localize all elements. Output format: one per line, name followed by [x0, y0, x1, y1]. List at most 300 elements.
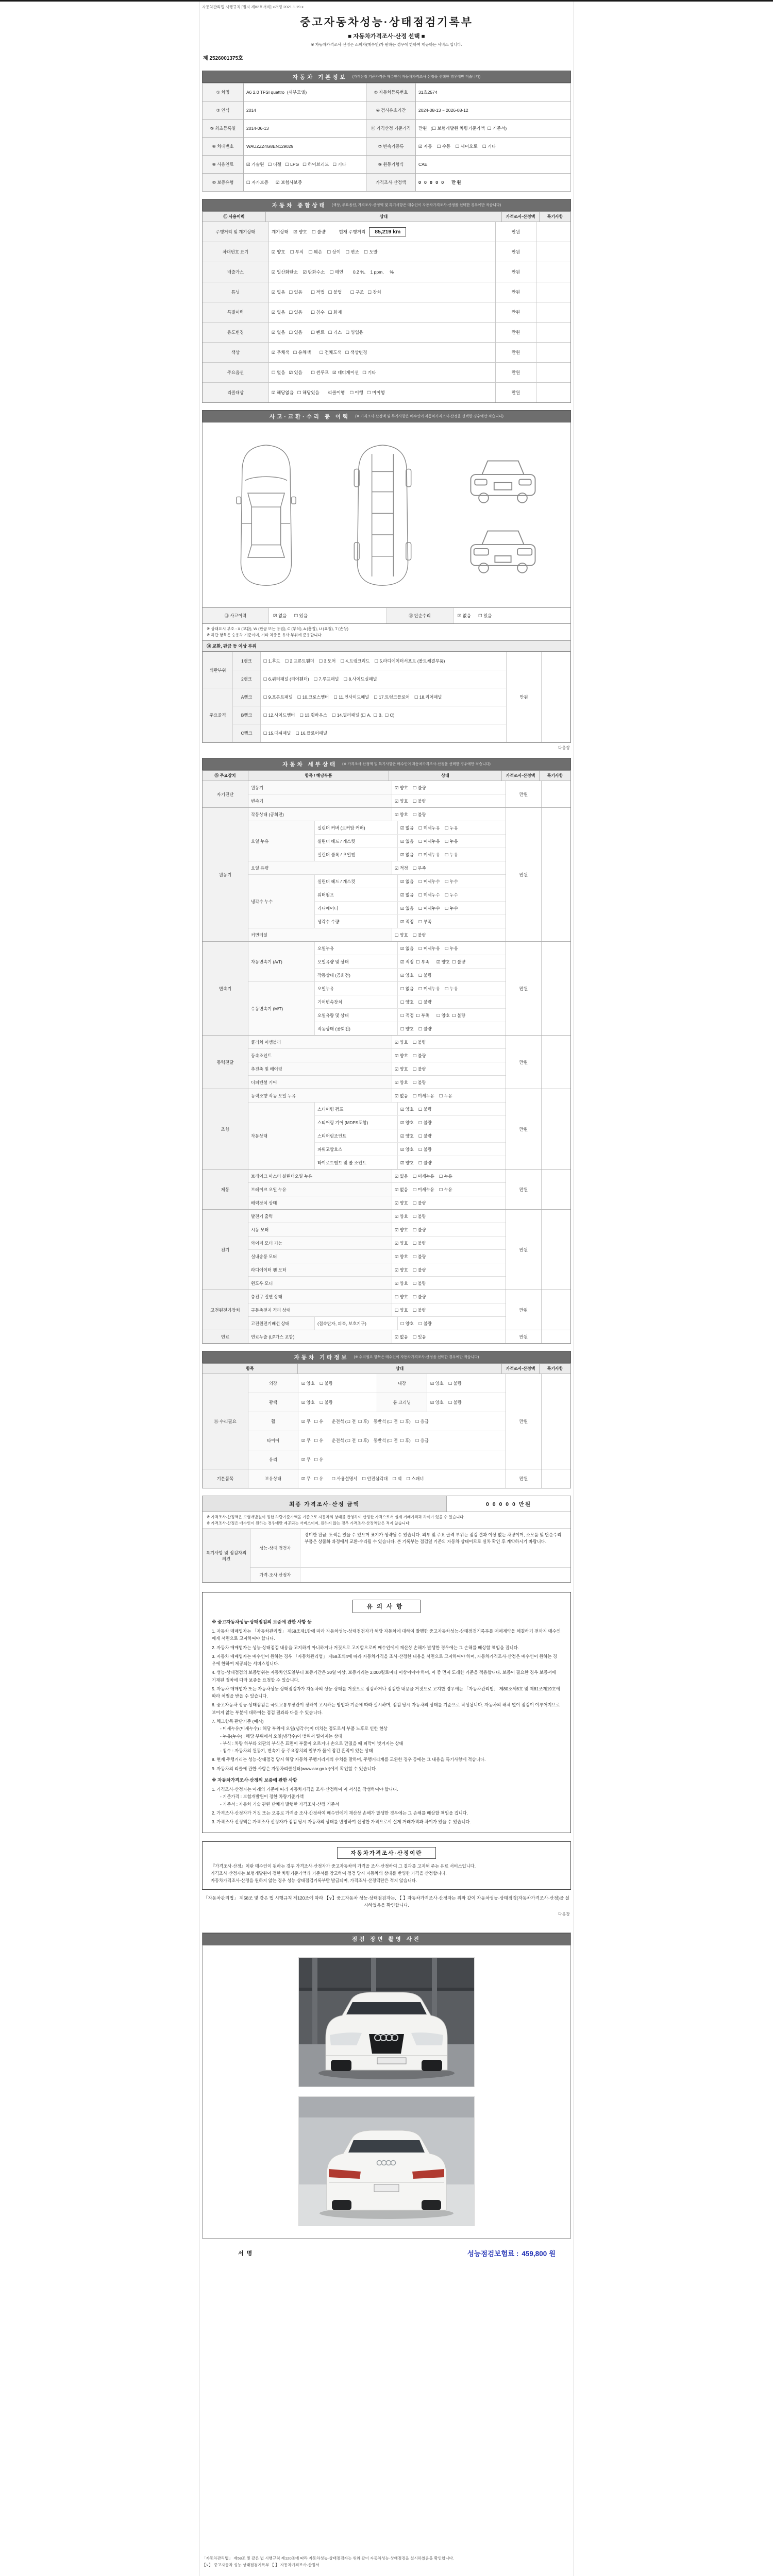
comprehensive-item-status: ☑ 없음 ☐ 있음 ☐ 침수 ☐ 화재 [269, 302, 496, 322]
device-name: 동력전달 [203, 1036, 248, 1089]
item-label: 등속조인트 [248, 1049, 392, 1062]
detail-table [202, 770, 571, 1344]
notice-line: 9. 자동차의 리콜에 관한 사항은 자동차리콜센터(www.car.go.kr)에서 확인할 수 있습니다. [212, 1766, 377, 1771]
note-cell [541, 1330, 570, 1343]
basic-trans_label: ⑦ 변속기종류 [366, 138, 416, 156]
opinion-row-appraiser [250, 1568, 570, 1582]
diagram-car-rear-view [464, 522, 542, 579]
section-comprehensive-title: 자동차 종합상태 [272, 202, 327, 209]
basic-trans: ☑ 자동 ☐ 수동 ☐ 세미오토 ☐ 기타 [416, 138, 571, 156]
item-sub-label: (접속단자, 피복, 보호기구) [315, 1317, 398, 1330]
comprehensive-rows [203, 222, 570, 402]
item-status: ☑ 양호 ☐ 불량 [395, 1213, 426, 1219]
item-sub-label: 스티어링조인트 [315, 1129, 398, 1142]
notice-line: ※ 중고자동차성능·상태점검의 보증에 관한 사항 등 [212, 1619, 312, 1624]
footer-line2: 【∨】 중고자동차 성능·상태점검기록부 【 】 자동차가격조사·산정서 [202, 2563, 320, 2568]
price-info-line: 가격조사·산정자는 보험개발원이 정한 차량기준가액과 기준서를 참고하여 점검 당시 자동차의 상태를 반영한 가격을 산정합니다. [211, 1871, 447, 1876]
section-detail-title: 자동차 세부상태 [282, 761, 338, 768]
section-basic-header [202, 71, 571, 83]
item-label: 커먼레일 [248, 928, 392, 941]
simple-repair-label: ⑬ 단순수리 [387, 608, 453, 623]
basic-base_price: 만원 (☐ 보험개발원 차량기준가액 ☐ 기준서) [416, 120, 571, 138]
accident-ranks-3-rank: B랭크 [233, 706, 261, 724]
odometer-label: 현재 주행거리 [339, 229, 366, 234]
etc-item-status: ☑ 무 ☐ 유 ☐ 사용설명서 ☐ 안전삼각대 ☐ 잭 ☐ 스패너 [301, 1476, 424, 1481]
notice-line: - 누유(누수) : 해당 부위에서 오일(냉각수)이 맺혀서 떨어지는 상태 [220, 1733, 343, 1739]
detail-group [203, 1290, 570, 1330]
etc-group-name: 기본품목 [203, 1469, 248, 1488]
item-status: ☑ 적정 ☐ 부족 [400, 919, 432, 924]
price-cell: 만원 [506, 1210, 541, 1290]
price-cell: 만원 [506, 1089, 541, 1169]
device-name: 변속기 [203, 942, 248, 1035]
page-top-rule [0, 0, 773, 2]
detail-group [203, 1089, 570, 1170]
accident-ranks-4-rank: C랭크 [233, 724, 261, 742]
item-sub-label: 스티어링 기어 (MDPS포함) [315, 1116, 398, 1129]
inspector-opinion-table [202, 1529, 571, 1583]
etc-col_status: 상태 [298, 1364, 502, 1374]
item-sub-label: 스티어링 펌프 [315, 1103, 398, 1115]
opinion-inspector-label: 성능·상태 점검자 [250, 1529, 300, 1567]
price-cell: 만원 [496, 222, 536, 242]
accident-history-value: ☑ 없음 ☐ 있음 [269, 608, 387, 623]
note-cell [541, 942, 570, 1035]
detail-col_price: 가격조사·산정액 [502, 771, 540, 781]
basic-first_reg_label: ⑤ 최초등록일 [203, 120, 244, 138]
item-status: ☑ 양호 ☐ 불량 [400, 1106, 432, 1112]
accident-ranks-2-rank: A랭크 [233, 688, 261, 706]
detail-group [203, 808, 570, 942]
basic-calc_price: 0 0 0 0 0 만원 [416, 174, 571, 192]
item-label: 발전기 출력 [248, 1210, 392, 1223]
item-label: 고전원전기배선 상태 [248, 1317, 315, 1330]
diagram-elevation-column [464, 452, 542, 579]
item-label: 브레이크 마스터 실린더오일 누유 [248, 1170, 392, 1182]
item-status: ☐ 양호 ☐ 불량 [395, 1294, 426, 1299]
note-cell [536, 262, 570, 282]
section-accident [202, 410, 571, 743]
device-name: 전기 [203, 1210, 248, 1290]
item-status: ☑ 양호 ☐ 불량 [395, 1267, 426, 1273]
accident-history-label: ⑫ 사고이력 [203, 608, 269, 623]
item-sub-label: 오일누유 [315, 982, 398, 995]
notice-line: 2. 가격조사·산정자가 거짓 또는 오류로 가격을 조사·산정하여 매수인에게 재산상 손해가 발생한 경우에는 그 손해를 배상할 책임을 집니다. [212, 1810, 468, 1816]
item-status: ☑ 양호 ☐ 불량 [395, 1079, 426, 1085]
photo-area [203, 1945, 570, 2238]
comprehensive-item-status: ☑ 양호 ☐ 부식 ☐ 훼손 ☐ 상이 ☐ 변조 ☐ 도말 [269, 242, 496, 262]
item-status: ☑ 양호 ☐ 불량 [395, 811, 426, 817]
price-cell: 만원 [506, 781, 541, 807]
basic-warranty: ☐ 자가보증 ☑ 보험사보증 [244, 174, 366, 192]
note-cell [541, 1036, 570, 1089]
item-sub-label: 실린더 블록 / 오일팬 [315, 848, 398, 861]
basic-base_price_label: ⑪ 가격산정 기준가격 [366, 120, 416, 138]
accident-outer_label: 외판부위 [203, 652, 233, 688]
notice-line: 5. 자동차 매매업자 또는 자동차성능·상태점검자가 자동차의 성능·상태를 거짓으로 점검하거나 점검한 내용을 거짓으로 고지한 경우에는 「자동차관리법」 제80조제6호 및 제81조제19호에 따라 처벌을 받을 수 있습니다. [212, 1686, 560, 1699]
item-sub-label: 작동상태 (공회전) [315, 969, 398, 981]
item-sub-label: 기어변속장치 [315, 995, 398, 1008]
price-cell: 만원 [506, 808, 541, 941]
item-status: ☑ 양호 ☐ 불량 [395, 1253, 426, 1259]
confirmation-statement: 「자동차관리법」 제58조 및 같은 법 시행규칙 제120조에 따라 【∨】중고자동차 성능·상태점검자는, 【 】자동차가격조사·산정자는 위와 같이 자동차성능·상태점검(자동차가격조사·산정)을 실시하였음을 확인합니다. [204, 1895, 569, 1908]
item-status: ☐ 양호 ☐ 불량 [400, 1320, 432, 1326]
comprehensive-item-label: 용도변경 [203, 323, 269, 342]
footer-line1: 「자동차관리법」 제58조 및 같은 법 시행규칙 제120조에 따라 자동차성능·상태점검자는 위와 같이 자동차성능·상태점검을 실시하였음을 확인합니다. [202, 2556, 455, 2561]
detail-group [203, 781, 570, 808]
accident-frame_label: 주요골격 [203, 688, 233, 742]
section-basic-note: (가격산정 기준가격은 매수인이 자동차가격조사·산정을 선택한 경우에만 적습니다) [352, 75, 481, 79]
diagram-car-front-view [464, 452, 542, 509]
odometer-value: 85,219 km [369, 227, 406, 236]
price-info-line: 『가격조사·산정』이란 매수인이 원하는 경우 가격조사·산정자가 중고자동차의 가격을 조사·산정하여 그 결과를 고지해 주는 유료 서비스입니다. [211, 1863, 476, 1869]
item-status: ☑ 양호 ☐ 불량 [400, 1133, 432, 1139]
photo-front-image [299, 1958, 474, 2087]
note-cell [536, 343, 570, 362]
premium-label: 성능점검보험료 : [467, 2249, 519, 2258]
section-etc-title: 자동차 기타정보 [294, 1354, 349, 1361]
notice-line: 3. 가격조사·산정액은 가격조사·산정자가 점검 당시 자동차의 상태를 반영하여 산정한 가격으로서 실제 거래가격과 차이가 있을 수 있습니다. [212, 1819, 471, 1825]
etc-header-row [203, 1364, 570, 1374]
comprehensive-item-status: ☑ 일산화탄소 ☑ 탄화수소 ☐ 매연 0.2 %, 1 ppm, % [269, 262, 496, 282]
note-cell [541, 781, 570, 807]
item-status: ☐ 양호 ☐ 불량 [400, 1026, 432, 1031]
accident-price_unit: 만원 [507, 652, 542, 742]
item-sub-label: 라디에이터 [315, 902, 398, 914]
opinion-appraiser-label: 가격·조사 산정자 [250, 1568, 300, 1582]
item-label: 수동변속기 (M/T) [248, 982, 315, 1035]
accident-ranks-2-items: ☐ 9.프론트패널 ☐ 10.크로스멤버 ☐ 11.인사이드패널 ☐ 17.트렁크플로어 ☐ 18.리어패널 [261, 688, 507, 706]
accident-history-row [202, 608, 571, 624]
photo-rear-image [299, 2097, 474, 2226]
comprehensive-item-label: 리콜대상 [203, 383, 269, 402]
section-comprehensive [202, 199, 571, 403]
item-label: 원동기 [248, 781, 392, 794]
device-name: 제동 [203, 1170, 248, 1209]
price-cell: 만원 [506, 1469, 541, 1488]
comprehensive-item-label: 튜닝 [203, 282, 269, 302]
section-detail-note: (※ 가격조사·산정액 및 특기사항은 매수인이 자동차가격조사·산정을 선택한 경우에만 적습니다) [342, 762, 491, 766]
price-cell: 만원 [506, 1290, 541, 1330]
price-cell: 만원 [506, 1170, 541, 1209]
note-cell [536, 323, 570, 342]
item-status: ☑ 없음 ☐ 미세누수 ☐ 누수 [400, 905, 458, 911]
comprehensive-item-status: ☐ 없음 ☑ 있음 ☐ 썬루프 ☑ 네비게이션 ☐ 기타 [269, 363, 496, 382]
notice-line: 7. 체크항목 판단기준 (예시) [212, 1719, 264, 1724]
inspection-photo-rear [299, 2097, 474, 2226]
item-label: 디퍼렌셜 기어 [248, 1076, 392, 1089]
comprehensive-col_status: 상태 [266, 212, 502, 222]
final-price-label: 최종 가격조사·산정 금액 [289, 1501, 360, 1507]
item-label: 자동변속기 (A/T) [248, 942, 315, 981]
item-status: ☑ 양호 ☐ 불량 [395, 798, 426, 804]
etc-col_price: 가격조사·산정액 [502, 1364, 540, 1374]
comprehensive-item-label: 특별이력 [203, 302, 269, 322]
item-label: 윈도우 모터 [248, 1277, 392, 1290]
comprehensive-col_note: 특기사항 [547, 214, 563, 219]
notice-title: 유의사항 [352, 1600, 421, 1613]
damage-code-legend [202, 624, 571, 641]
price-appraisal-info-title: 자동차가격조사·산정이란 [337, 1847, 436, 1859]
item-status: ☑ 없음 ☐ 미세누유 ☐ 누유 [400, 825, 458, 831]
etc-item-label: 보유상태 [248, 1469, 298, 1488]
basic-engine: CAE [416, 156, 571, 174]
etc-col_note: 특기사항 [547, 1366, 563, 1371]
notice-line: 3. 자동차 매매업자는 매수인이 원하는 경우 「자동차관리법」 제58조의4에 따라 자동차가격을 조사·산정한 내용을 서면으로 고지하여야 하며, 자동차가격조사·산정은 매수인이 원하는 경우에 한하여 제공되는 서비스입니다. [212, 1653, 557, 1667]
etc-item-status: ☑ 양호 ☐ 불량 [298, 1374, 377, 1393]
signature-label: 서명 [238, 2250, 256, 2257]
item-label: 작동상태 [248, 1103, 315, 1169]
item-status: ☐ 양호 ☐ 불량 [395, 1307, 426, 1313]
damaged-parts-note-cell [542, 652, 570, 742]
etc-item-label: 내장 [377, 1374, 427, 1393]
section-comprehensive-note: (색상, 주요옵션, 가격조사·산정액 및 특기사항은 매수인이 자동차가격조사·산정을 선택한 경우에만 적습니다) [331, 204, 501, 207]
detail-header-row [203, 771, 570, 781]
notice-line: 6. 중고자동차 성능·상태점검은 국토교통부장관이 정하여 고시하는 방법과 기준에 따라 실시하며, 점검 당시 자동차의 상태를 기준으로 작성됩니다. 자동차의 해체 없이 점검이 이루어지므로 보이지 않는 부분에 대하여는 점검 결과와 다를 수 있습니다. [212, 1702, 560, 1715]
item-status: ☑ 없음 ☐ 미세누유 ☐ 누유 [395, 1093, 452, 1098]
etc-item-label: 타이어 [248, 1431, 298, 1450]
etc-item-label: 유리 [248, 1450, 298, 1469]
item-sub-label: 실린더 헤드 / 개스킷 [315, 835, 398, 848]
diagram-car-underbody-view [348, 443, 417, 588]
etc-col_item: 항목 [203, 1364, 298, 1374]
section-basic-title: 자동차 기본정보 [292, 74, 347, 80]
section-etc-header [202, 1351, 571, 1363]
note-cell [541, 1210, 570, 1290]
detail-group [203, 1210, 570, 1290]
notice-line: - 기준서 : 자동차 기술 관련 단체가 발행한 가격조사·산정 기준서 [220, 1801, 340, 1807]
section-photos [202, 1933, 571, 2239]
note-cell [541, 1089, 570, 1169]
comprehensive-row [203, 363, 570, 383]
item-sub-label: 타이로드엔드 및 볼 조인트 [315, 1156, 398, 1169]
etc-groups [203, 1374, 570, 1488]
item-label: 라디에이터 팬 모터 [248, 1263, 392, 1276]
item-status: ☑ 양호 ☐ 불량 [400, 1146, 432, 1152]
item-label: 냉각수 누수 [248, 875, 315, 928]
basic-calc_price_label: 가격조사·산정액 [366, 174, 416, 192]
comprehensive-row [203, 262, 570, 282]
comprehensive-item-label: 색상 [203, 343, 269, 362]
note-cell [536, 242, 570, 262]
price-cell: 만원 [496, 383, 536, 402]
accident-ranks-3-items: ☐ 12.사이드멤버 ☐ 13.휠하우스 ☐ 14.필러패널 (☐ A, ☐ B, ☐ C) [261, 706, 507, 724]
section-detail-header [202, 758, 571, 770]
basic-car_name_label: ① 차명 [203, 83, 244, 101]
comprehensive-row [203, 242, 570, 262]
comprehensive-header-row [203, 212, 570, 222]
price-cell: 만원 [506, 942, 541, 1035]
item-label: 동력조향 작동 오일 누유 [248, 1089, 392, 1102]
detail-group [203, 1036, 570, 1089]
item-status: ☑ 양호 ☐ 불량 [395, 1066, 426, 1072]
basic-inspection: 2024-08-13 ~ 2026-08-12 [416, 101, 571, 120]
premium-value: 459,800 원 [522, 2249, 556, 2258]
etc-item-status: ☑ 무 ☐ 유 운전석 (☐ 전 ☐ 후) 동반석 (☐ 전 ☐ 후) ☐ 응급 [301, 1438, 429, 1443]
price-info-line: 자동차가격조사·산정을 원하지 않는 경우 성능·상태점검기록부만 발급되며, 가격조사·산정액란은 적지 않습니다. [211, 1877, 417, 1883]
etc-item-status: ☑ 양호 ☐ 불량 [430, 1381, 462, 1386]
notice-line: - 기준가격 : 보험개발원이 정한 차량기준가액 [220, 1794, 304, 1800]
basic-year_label: ③ 연식 [203, 101, 244, 120]
item-status: ☑ 없음 ☐ 미세누유 ☐ 누유 [400, 945, 458, 951]
price-cell: 만원 [496, 262, 536, 282]
item-label: 클러치 어셈블리 [248, 1036, 392, 1048]
item-sub-label: 실린더 헤드 / 개스킷 [315, 875, 398, 888]
comprehensive-item-status: ☑ 해당없음 ☐ 해당있음 리콜이행 ☐ 이행 ☐ 미이행 [269, 383, 496, 402]
detail-col_item: 항목 / 해당부품 [248, 771, 389, 781]
opinion-row-label: 특기사항 및 점검자의 의견 [203, 1529, 250, 1582]
item-status: ☑ 양호 ☐ 불량 [400, 972, 432, 978]
price-appraisal-info-lines [211, 1863, 562, 1884]
item-sub-label: 오일유량 및 상태 [315, 1009, 398, 1022]
comprehensive-item-status: ☑ 없음 ☐ 있음 ☐ 렌트 ☐ 리스 ☐ 영업용 [269, 323, 496, 342]
item-status: ☑ 적정 ☐ 부족 ☑ 양호 ☐ 불량 [400, 959, 466, 964]
damaged-parts-label: ⑭ 교환, 판금 등 이상 부위 [202, 641, 571, 652]
item-label: 오일 누유 [248, 821, 315, 861]
accident-ranks-0-rank: 1랭크 [233, 652, 261, 670]
note-cell [541, 1290, 570, 1330]
item-sub-label: 냉각수 수량 [315, 915, 398, 928]
car-damage-diagrams [202, 422, 571, 608]
comprehensive-item-label: 주요옵션 [203, 363, 269, 382]
item-status: ☑ 양호 ☐ 불량 [395, 1227, 426, 1232]
section-comprehensive-header [202, 199, 571, 211]
notice-section [202, 1592, 571, 1833]
detail-group [203, 1330, 570, 1343]
signature-row [202, 2248, 571, 2258]
price-cell: 만원 [496, 282, 536, 302]
basic-first_reg: 2014-06-13 [244, 120, 366, 138]
form-reference-note: 자동차관리법 시행규칙 [별지 제82호서식] <개정 2021.1.19.> [202, 5, 304, 9]
price-cell: 만원 [496, 323, 536, 342]
etc-item-status: ☑ 양호 ☐ 불량 [430, 1400, 462, 1405]
comprehensive-item-label: 배출가스 [203, 262, 269, 282]
basic-reg_no: 31흐2574 [416, 83, 571, 101]
price-cell: 만원 [506, 1330, 541, 1343]
basic-warranty_label: ⑩ 보증유형 [203, 174, 244, 192]
page-title: 중고자동차성능·상태점검기록부 [300, 16, 473, 28]
comprehensive-row [203, 302, 570, 323]
section-accident-header [202, 410, 571, 422]
comprehensive-row [203, 343, 570, 363]
device-name: 고전원전기장치 [203, 1290, 248, 1330]
inspection-photo-front [299, 1958, 474, 2087]
damage-code-legend-line2: ※ 하단 항목은 승용차 기준이며, 기타 차종은 유사 부위에 준용합니다. [207, 633, 323, 637]
section-etc-note: (※ 수리필요 항목은 매수인이 자동차가격조사·산정을 선택한 경우에만 적습니다) [354, 1355, 479, 1359]
notice-lines [212, 1618, 561, 1825]
detail-groups [203, 781, 570, 1343]
item-label: 작동상태 (공회전) [248, 808, 392, 821]
item-status: ☑ 양호 ☐ 불량 [395, 1200, 426, 1206]
note-cell [536, 383, 570, 402]
page-subtitle: ■ 자동차가격조사·산정 선택 ■ [348, 33, 425, 40]
damaged-parts-table [203, 652, 570, 742]
section-detail [202, 758, 571, 1344]
item-status: ☑ 없음 ☐ 미세누유 ☐ 누유 [395, 1187, 452, 1192]
final-note: ※ 가격조사·산정액은 보험개발원이 정한 차량기준가액을 기준으로 자동차의 상태를 반영하여 산정한 가격으로서 실제 거래가격과 차이가 있을 수 있습니다. [207, 1515, 465, 1519]
price-cell: 만원 [506, 1036, 541, 1089]
bottom-spacer [202, 2258, 571, 2555]
item-status: ☑ 없음 ☐ 미세누유 ☐ 누유 [400, 852, 458, 857]
note-cell [541, 1469, 570, 1488]
damage-code-legend-line1: ※ 상태표시 부호 : X (교환), W (판금 또는 용접), C (부식), A (흠집), U (요철), T (손상) [207, 626, 348, 631]
comprehensive-col_item: ⑪ 사용이력 [203, 212, 266, 222]
etc-item-label: 휠 [248, 1412, 298, 1431]
item-status: ☑ 양호 ☐ 불량 [400, 1160, 432, 1165]
device-name: 원동기 [203, 808, 248, 941]
item-status: ☑ 적정 ☐ 부족 [395, 865, 426, 871]
item-status: ☑ 양호 ☐ 불량 [395, 1240, 426, 1246]
detail-group [203, 1170, 570, 1210]
comprehensive-item-status: ☑ 무채색 ☐ 유채색 ☐ 전체도색 ☐ 색상변경 [269, 343, 496, 362]
basic-car_name: A6 2.0 TFSI quattro (세부모델) [244, 83, 366, 101]
opinion-inspector-text: 경미한 판금, 도색은 있을 수 있으며 표기가 생략될 수 있습니다. 외부 및 주요 골격 부위는 점검 결과 이상 없는 차량이며, 소모품 및 단순수리 부품은 상품화 과정에서 교환·수리될 수 있습니다. 본 기록부는 점검일 기준의 자동차 상태이므로 실차 확인 후 계약하시기 바랍니다. [305, 1532, 563, 1544]
note-cell [536, 222, 570, 242]
opinion-appraiser-text [300, 1568, 570, 1582]
price-cell: 만원 [496, 363, 536, 382]
notice-line: ※ 자동차가격조사·산정의 보증에 관한 사항 [212, 1777, 297, 1783]
basic-info-table [202, 83, 571, 192]
damaged-parts-table-wrap [202, 652, 571, 743]
item-label: 연료누출 (LP가스 포함) [248, 1330, 392, 1343]
notice-line: 2. 자동차 매매업자는 성능·상태점검 내용을 고지하지 아니하거나 거짓으로 고지함으로써 매수인에게 재산상 손해가 발생한 경우에는 그 손해를 배상할 책임을 집니다. [212, 1645, 519, 1650]
document [199, 0, 574, 2576]
item-label: 브레이크 오일 누유 [248, 1183, 392, 1196]
price-cell: 만원 [496, 242, 536, 262]
note-cell [541, 1374, 570, 1469]
item-label: 충전구 절연 상태 [248, 1290, 392, 1303]
accident-ranks-1-rank: 2랭크 [233, 670, 261, 688]
note-cell [541, 808, 570, 941]
device-name: 연료 [203, 1330, 248, 1343]
item-sub-label: 오일누유 [315, 942, 398, 955]
next-page-marker: 다음장 [558, 1911, 570, 1917]
basic-fuel_label: ⑧ 사용연료 [203, 156, 244, 174]
detail-col_device: ⑮ 주요장치 [203, 771, 248, 781]
note-cell [536, 363, 570, 382]
item-label: 시동 모터 [248, 1223, 392, 1236]
device-name: 자기진단 [203, 781, 248, 807]
section-photos-title: 점검 장면 촬영 사진 [352, 1936, 421, 1943]
document-number: 제 2526001375호 [203, 56, 243, 61]
item-label: 배력장치 상태 [248, 1196, 392, 1209]
etc-table [202, 1363, 571, 1488]
item-status: ☑ 양호 ☐ 불량 [395, 1039, 426, 1045]
comprehensive-item-label: 차대번호 표기 [203, 242, 269, 262]
note-cell [536, 302, 570, 322]
item-status: ☐ 양호 ☐ 불량 [395, 932, 426, 938]
etc-item-status: ☑ 양호 ☐ 불량 [298, 1393, 377, 1412]
basic-engine_label: ⑨ 원동기형식 [366, 156, 416, 174]
price-cell: 만원 [496, 302, 536, 322]
item-label: 오일 유량 [248, 861, 392, 874]
item-status: ☑ 없음 ☐ 있음 [395, 1334, 426, 1340]
page-subtitle-note: ※ 자동차가격조사·산정은 소비자(매수인)가 원하는 경우에 한하여 제공하는 서비스 입니다. [311, 42, 462, 47]
item-sub-label: 워터펌프 [315, 888, 398, 901]
note-cell [541, 1170, 570, 1209]
item-status: ☑ 없음 ☐ 미세누수 ☐ 누수 [400, 878, 458, 884]
notice-line: 1. 자동차 매매업자는 「자동차관리법」 제58조제1항에 따라 자동차성능·상태점검자가 해당 자동차에 대하여 발행한 중고자동차성능·상태점검기록부를 매매계약을 체결하기 전까지 매수인에게 서면으로 고지하여야 합니다. [212, 1628, 561, 1641]
notice-line: - 미세누유(미세누수) : 해당 부위에 오일(냉각수)이 비치는 정도로서 부품 노후로 인한 현상 [220, 1726, 388, 1732]
section-photos-header [203, 1933, 570, 1945]
item-status: ☐ 적정 ☐ 부족 ☐ 양호 ☐ 불량 [400, 1012, 466, 1018]
basic-vin_label: ⑥ 차대번호 [203, 138, 244, 156]
item-sub-label: 실린더 커버 (로커암 커버) [315, 821, 398, 834]
item-sub-label: 오일유량 및 상태 [315, 955, 398, 968]
final-price-bar [202, 1496, 571, 1512]
item-sub-label: 작동상태 (공회전) [315, 1022, 398, 1035]
comprehensive-row [203, 383, 570, 402]
